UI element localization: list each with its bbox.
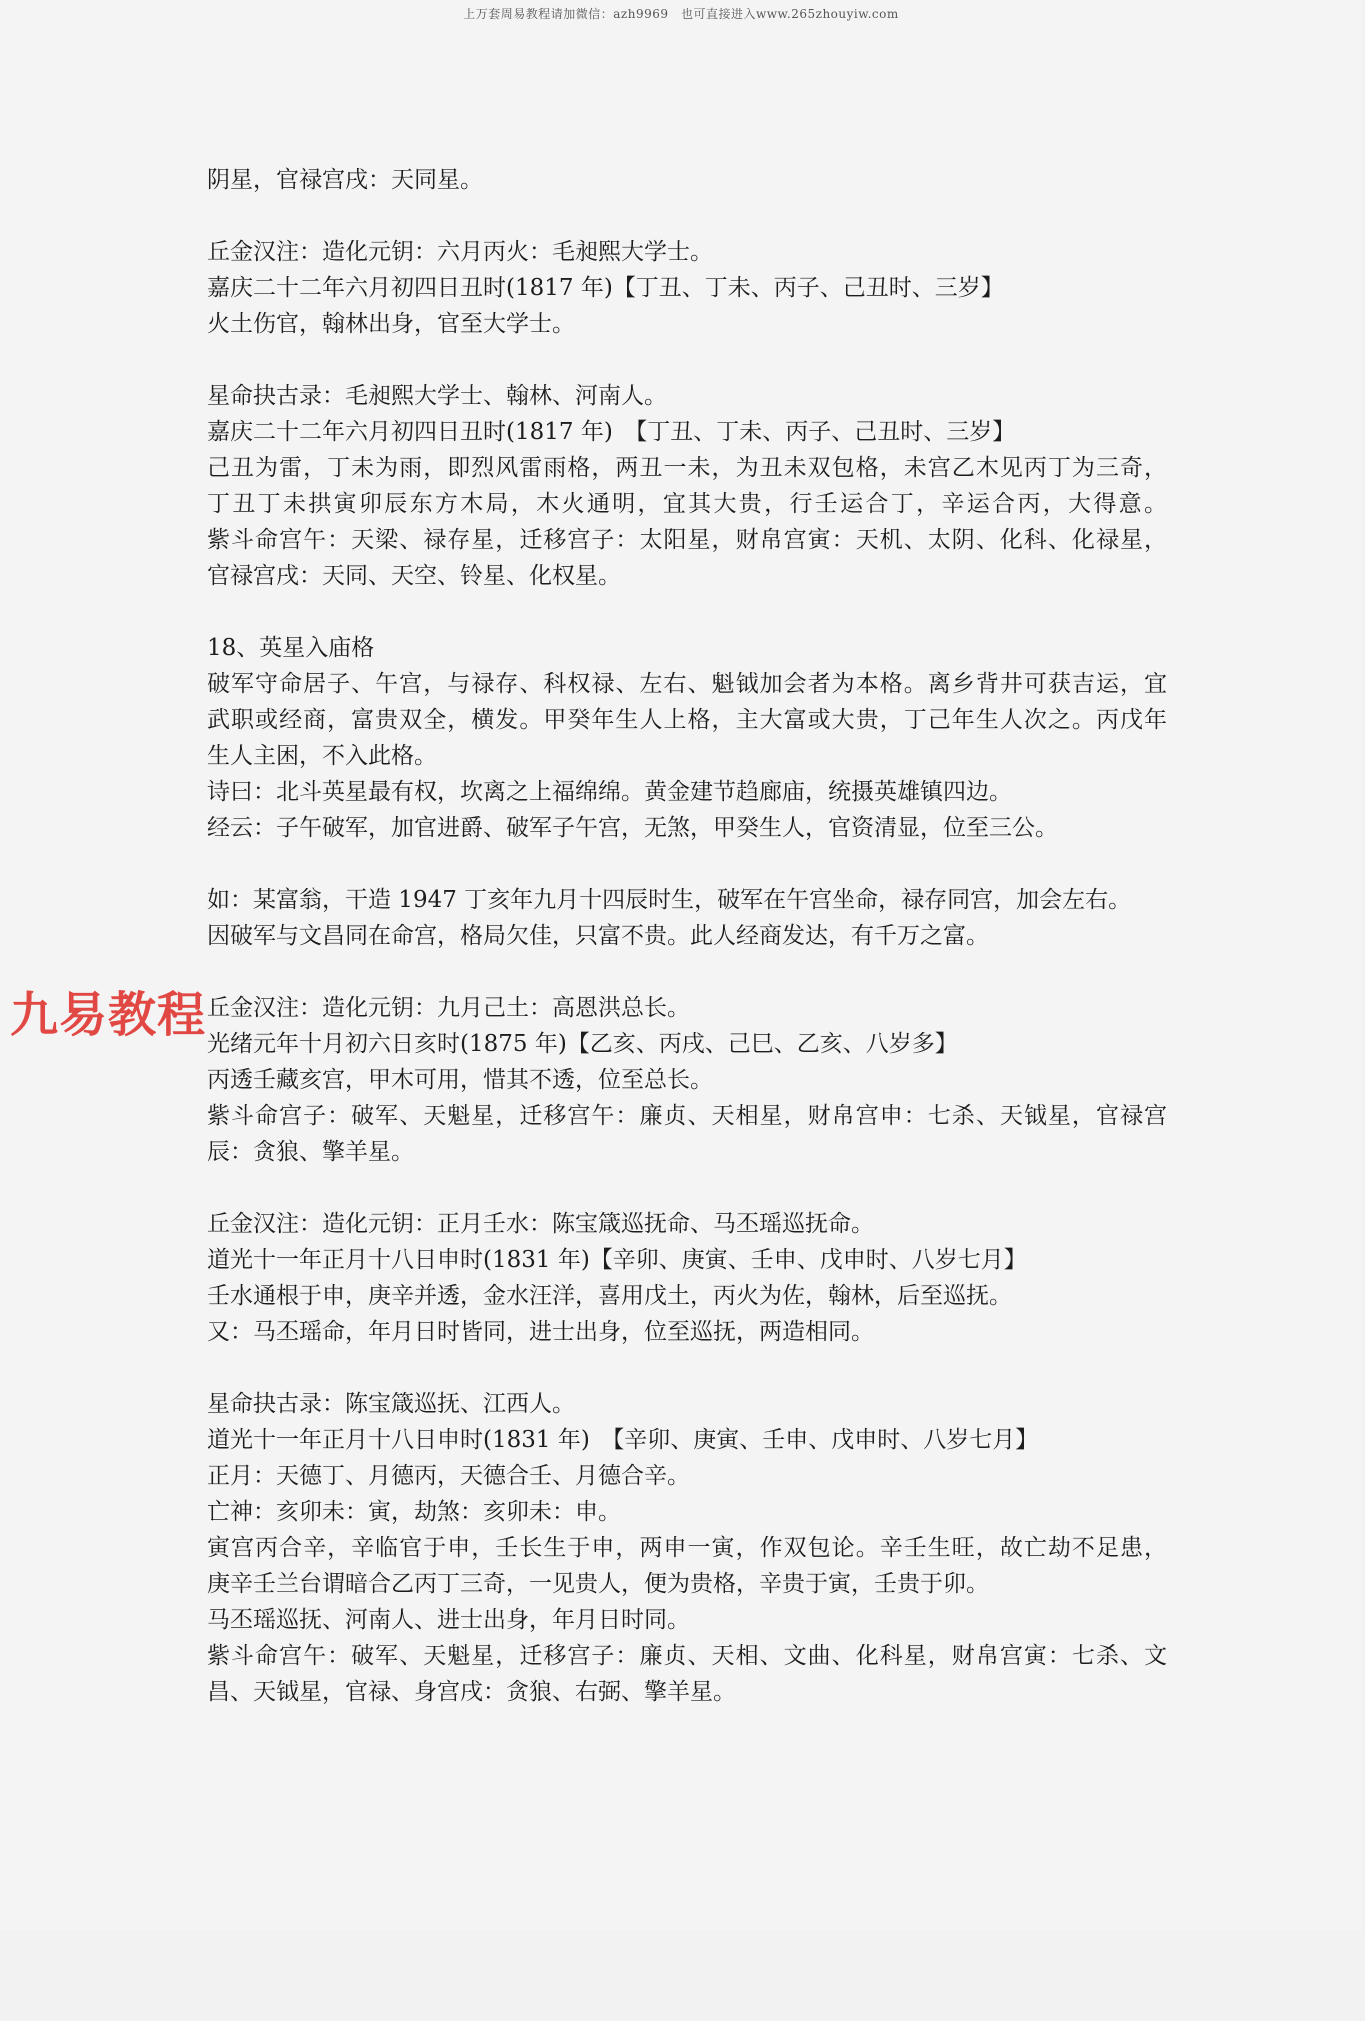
- text-line: 因破军与文昌同在命宫，格局欠佳，只富不贵。此人经商发达，有千万之富。: [207, 923, 989, 949]
- text-line: 辰：贪狼、擎羊星。: [207, 1139, 414, 1165]
- text-line: 紫斗命宫午：天梁、禄存星，迁移宫子：太阳星，财帛宫寅：天机、太阴、化科、化禄星，: [207, 527, 1167, 553]
- text-line: 破军守命居子、午宫，与禄存、科权禄、左右、魁钺加会者为本格。离乡背井可获吉运，宜: [207, 671, 1167, 697]
- paragraph: [207, 234, 1167, 342]
- document-body: [207, 162, 1167, 1710]
- text-line: 庚辛壬兰台谓暗合乙丙丁三奇，一见贵人，便为贵格，辛贵于寅，壬贵于卯。: [207, 1571, 989, 1597]
- paragraph: [207, 882, 1167, 954]
- text-line: 紫斗命宫子：破军、天魁星，迁移宫午：廉贞、天相星，财帛宫申：七杀、天钺星，官禄宫: [207, 1103, 1167, 1129]
- header-banner: 上万套周易教程请加微信：azh9969 也可直接进入www.265zhouyiw.com: [463, 7, 899, 21]
- paragraph: [207, 162, 1167, 198]
- text-line: 星命抉古录：毛昶熙大学士、翰林、河南人。: [207, 383, 667, 409]
- text-line: 紫斗命宫午：破军、天魁星，迁移宫子：廉贞、天相、文曲、化科星，财帛宫寅：七杀、文: [207, 1643, 1167, 1669]
- text-line: 丘金汉注：造化元钥：正月壬水：陈宝箴巡抚命、马丕瑶巡抚命。: [207, 1211, 874, 1237]
- text-line: 嘉庆二十二年六月初四日丑时(1817 年) 【丁丑、丁未、丙子、己丑时、三岁】: [207, 419, 1016, 445]
- text-line: 武职或经商，富贵双全，横发。甲癸年生人上格，主大富或大贵，丁己年生人次之。丙戊年: [207, 707, 1167, 733]
- text-line: 丙透壬藏亥宫，甲木可用，惜其不透，位至总长。: [207, 1067, 713, 1093]
- text-line: 光绪元年十月初六日亥时(1875 年)【乙亥、丙戌、己巳、乙亥、八岁多】: [207, 1031, 958, 1057]
- text-line: 火土伤官，翰林出身，官至大学士。: [207, 311, 575, 337]
- text-line: 丘金汉注：造化元钥：九月己土：高恩洪总长。: [207, 995, 690, 1021]
- paragraph: [207, 1206, 1167, 1350]
- text-line: 道光十一年正月十八日申时(1831 年)【辛卯、庚寅、壬申、戊申时、八岁七月】: [207, 1247, 1027, 1273]
- text-line: 诗曰：北斗英星最有权，坎离之上福绵绵。黄金建节趋廊庙，统摄英雄镇四边。: [207, 779, 1012, 805]
- text-line: 己丑为雷，丁未为雨，即烈风雷雨格，两丑一未，为丑未双包格，未宫乙木见丙丁为三奇，: [207, 455, 1167, 481]
- text-line: 18、英星入庙格: [207, 635, 375, 661]
- text-line: 亡神：亥卯未：寅，劫煞：亥卯未：申。: [207, 1499, 621, 1525]
- text-line: 寅宫丙合辛，辛临官于申，壬长生于申，两申一寅，作双包论。辛壬生旺，故亡劫不足患，: [207, 1535, 1167, 1561]
- text-line: 壬水通根于申，庚辛并透，金水汪洋，喜用戊土，丙火为佐，翰林，后至巡抚。: [207, 1283, 1012, 1309]
- text-line: 官禄宫戌：天同、天空、铃星、化权星。: [207, 563, 621, 589]
- text-line: 嘉庆二十二年六月初四日丑时(1817 年)【丁丑、丁未、丙子、己丑时、三岁】: [207, 275, 1004, 301]
- text-line: 昌、天钺星，官禄、身宫戌：贪狼、右弼、擎羊星。: [207, 1679, 736, 1705]
- text-line: 马丕瑶巡抚、河南人、进士出身，年月日时同。: [207, 1607, 690, 1633]
- text-line: 阴星，官禄宫戌：天同星。: [207, 167, 483, 193]
- text-line: 星命抉古录：陈宝箴巡抚、江西人。: [207, 1391, 575, 1417]
- text-line: 如：某富翁，干造 1947 丁亥年九月十四辰时生，破军在午宫坐命，禄存同宫，加会左右。: [207, 887, 1132, 913]
- text-line: 生人主困，不入此格。: [207, 743, 437, 769]
- watermark-logo: 九易教程: [10, 987, 207, 1043]
- paragraph: [207, 1386, 1167, 1710]
- text-line: 丘金汉注：造化元钥：六月丙火：毛昶熙大学士。: [207, 239, 713, 265]
- paragraph: [207, 378, 1167, 594]
- text-line: 正月：天德丁、月德丙，天德合壬、月德合辛。: [207, 1463, 690, 1489]
- text-line: 又：马丕瑶命，年月日时皆同，进士出身，位至巡抚，两造相同。: [207, 1319, 874, 1345]
- paragraph: [207, 990, 1167, 1170]
- text-line: 道光十一年正月十八日申时(1831 年) 【辛卯、庚寅、壬申、戊申时、八岁七月】: [207, 1427, 1039, 1453]
- paragraph: [207, 630, 1167, 846]
- text-line: 丁丑丁未拱寅卯辰东方木局，木火通明，宜其大贵，行壬运合丁，辛运合丙，大得意。: [207, 491, 1167, 517]
- text-line: 经云：子午破军，加官进爵、破军子午宫，无煞，甲癸生人，官资清显，位至三公。: [207, 815, 1058, 841]
